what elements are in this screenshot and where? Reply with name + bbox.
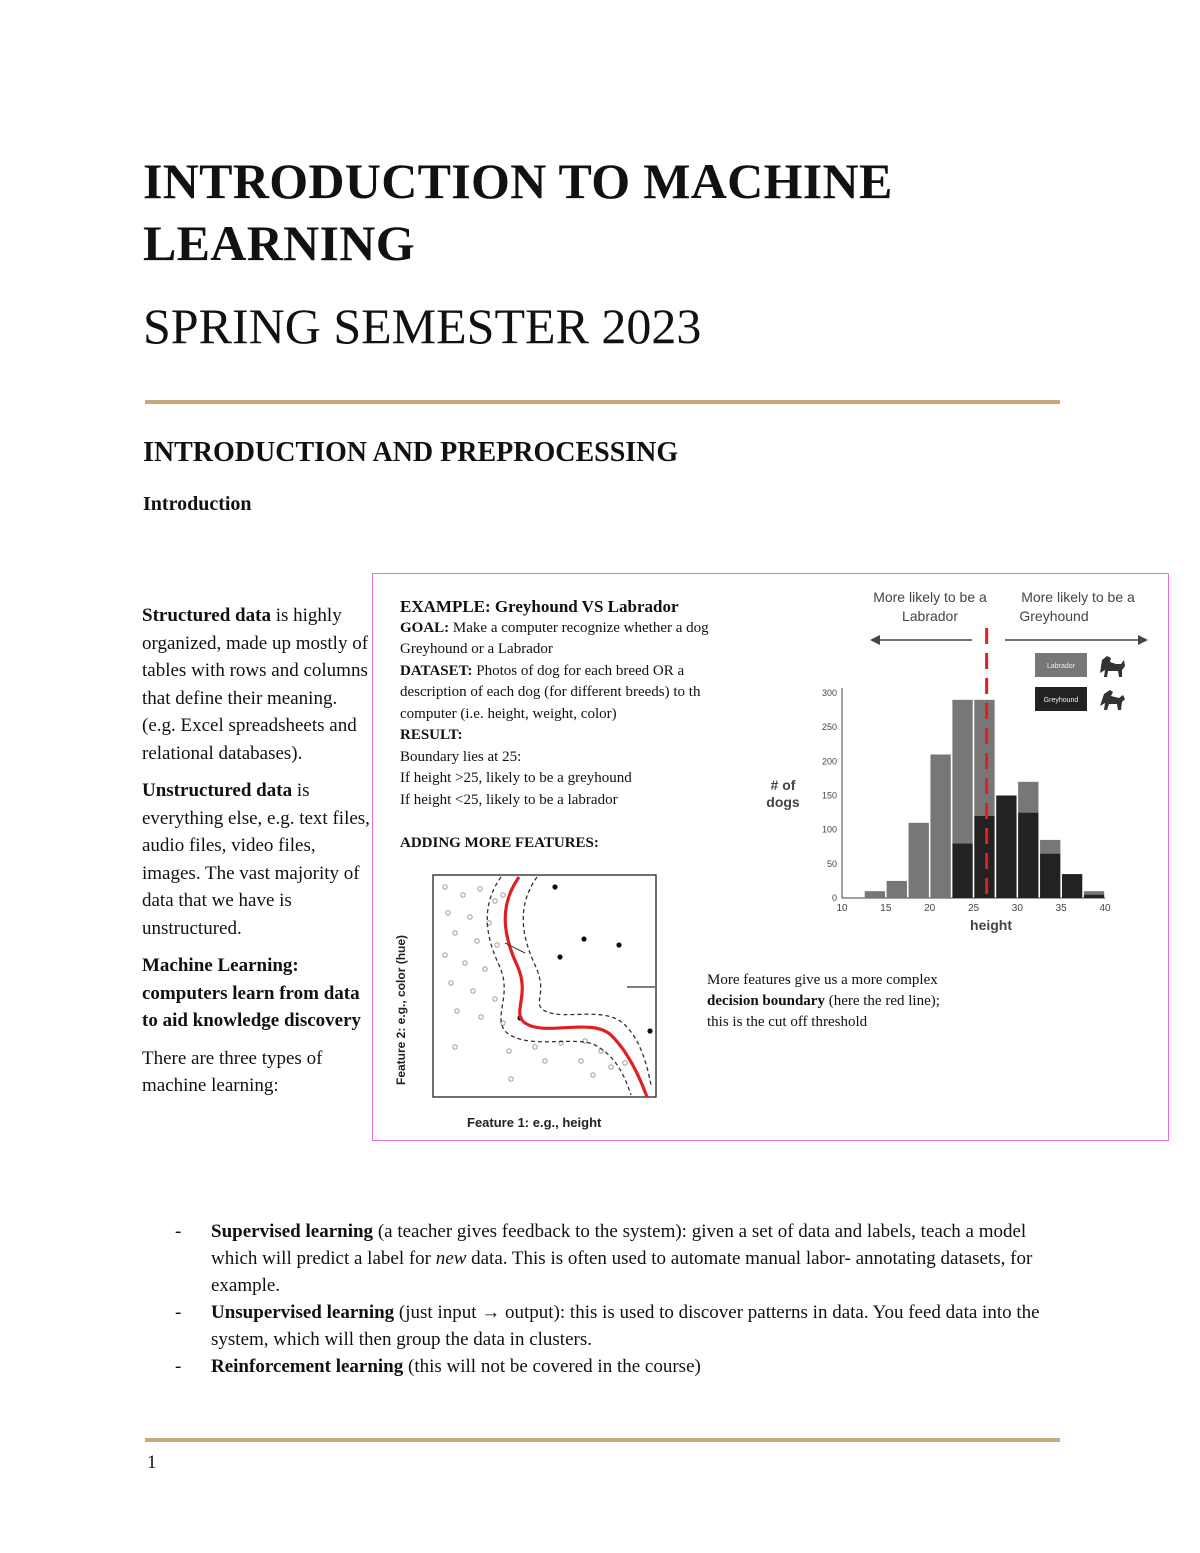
histogram-bar-labrador bbox=[1084, 891, 1104, 894]
dataset-line-3: computer (i.e. height, weight, color) bbox=[400, 705, 617, 722]
y-tick-label: 0 bbox=[831, 893, 837, 903]
section-heading: INTRODUCTION AND PREPROCESSING bbox=[143, 437, 679, 468]
document-title: INTRODUCTION TO MACHINE LEARNING bbox=[143, 153, 893, 271]
unstructured-term: Unstructured data bbox=[142, 780, 293, 801]
legend-label-labrador: Labrador bbox=[1046, 663, 1076, 670]
dataset-label: DATASET: bbox=[400, 662, 473, 679]
result-line-1: Boundary lies at 25: bbox=[400, 748, 522, 765]
histogram-bar-greyhound bbox=[1018, 813, 1038, 898]
histogram-bar-greyhound bbox=[1084, 895, 1104, 898]
bullet-text: (just input → output): this is used to discover patterns in data. You feed data into the system, which will then group the data in clusters. bbox=[211, 1302, 1040, 1350]
result-label: RESULT: bbox=[400, 727, 463, 743]
types-intro: There are three types of machine learning: bbox=[142, 1047, 323, 1096]
bullet-dash: - bbox=[175, 1356, 182, 1377]
bottom-divider bbox=[145, 1438, 1060, 1442]
greyhound-dog-icon bbox=[1100, 690, 1125, 710]
bullet-text: (this will not be covered in the course) bbox=[403, 1356, 701, 1377]
scatter-ylabel: Feature 2: e.g., color (hue) bbox=[394, 934, 408, 1085]
histogram-bar-labrador bbox=[909, 823, 929, 898]
x-tick-label: 10 bbox=[836, 903, 848, 914]
histogram-chart bbox=[760, 578, 1165, 940]
example-text bbox=[400, 596, 750, 811]
bullet-emphasis: new bbox=[435, 1248, 467, 1269]
histogram-bar-labrador bbox=[930, 755, 950, 899]
annotation-right-arrowhead bbox=[1138, 635, 1148, 645]
page-number: 1 bbox=[147, 1452, 157, 1473]
x-tick-label: 15 bbox=[880, 903, 892, 914]
annotation-right-line-1: More likely to be a bbox=[1021, 589, 1135, 605]
margin-line-right bbox=[523, 877, 651, 1085]
histogram-bar-greyhound bbox=[974, 816, 994, 898]
example-title: EXAMPLE: Greyhound VS Labrador bbox=[400, 597, 679, 616]
y-tick-label: 50 bbox=[826, 858, 837, 869]
unstructured-paragraph bbox=[142, 777, 374, 942]
x-tick-label: 35 bbox=[1055, 903, 1067, 914]
dataset-line bbox=[400, 661, 750, 683]
histogram-bar-greyhound bbox=[1040, 854, 1060, 898]
x-axis-label: height bbox=[970, 917, 1013, 933]
histogram-bar-labrador bbox=[1018, 782, 1038, 813]
histogram-bar-greyhound bbox=[952, 843, 972, 898]
y-tick-label: 200 bbox=[821, 756, 837, 767]
y-tick-label: 100 bbox=[821, 824, 837, 835]
top-divider bbox=[145, 400, 1060, 404]
histogram-bar-greyhound bbox=[1062, 874, 1082, 898]
margin-marker bbox=[505, 943, 525, 953]
y-tick-label: 300 bbox=[821, 688, 837, 698]
figure-caption bbox=[707, 970, 1007, 1033]
histogram-bar-labrador bbox=[974, 700, 994, 816]
x-tick-label: 20 bbox=[924, 903, 936, 914]
histogram-bar-greyhound bbox=[996, 796, 1016, 899]
annotation-right-line-2: Greyhound bbox=[1019, 608, 1089, 624]
labrador-dog-icon bbox=[1100, 656, 1125, 677]
ml-definition bbox=[142, 952, 374, 1035]
structured-paragraph bbox=[142, 602, 374, 767]
histogram-bar-labrador bbox=[952, 700, 972, 844]
caption-bold: decision boundary bbox=[707, 993, 825, 1009]
x-tick-label: 30 bbox=[1011, 903, 1023, 914]
goal-line bbox=[400, 618, 750, 640]
goal-text: Make a computer recognize whether a dog bbox=[449, 619, 709, 636]
decision-boundary-figure bbox=[385, 865, 675, 1135]
list-item bbox=[175, 1218, 1055, 1299]
y-axis-label-line-1: # of bbox=[770, 777, 796, 793]
structured-text: is highly organized, made up mostly of tables with rows and columns that define their meaning. (e.g. Excel spreadsheets and relational databases). bbox=[142, 605, 369, 764]
list-item bbox=[175, 1299, 1055, 1353]
ml-types-list bbox=[175, 1218, 1055, 1380]
adding-features-heading: ADDING MORE FEATURES: bbox=[400, 835, 599, 851]
result-line-2: If height >25, likely to be a greyhound bbox=[400, 770, 632, 786]
x-tick-label: 40 bbox=[1099, 903, 1111, 914]
open-points bbox=[443, 885, 627, 1081]
annotation-left-line-2: Labrador bbox=[901, 608, 959, 624]
histogram-bar-labrador bbox=[1040, 840, 1060, 854]
ml-definition-text: Machine Learning: computers learn from data to aid knowledge discovery bbox=[142, 955, 362, 1031]
dataset-line-2: description of each dog (for different breeds) to th bbox=[400, 684, 701, 700]
list-item bbox=[175, 1353, 1055, 1380]
bullet-text-post: data. This is often used to automate manual labor- annotating datasets, for example. bbox=[211, 1248, 1033, 1296]
caption-line-3: this is the cut off threshold bbox=[707, 1014, 868, 1030]
dataset-text: Photos of dog for each breed OR a bbox=[472, 662, 685, 679]
bullet-dash: - bbox=[175, 1302, 182, 1323]
legend-label-greyhound: Greyhound bbox=[1043, 697, 1079, 704]
filled-points bbox=[517, 884, 652, 1033]
scatter-xlabel: Feature 1: e.g., height bbox=[467, 1115, 602, 1130]
annotation-left-arrowhead bbox=[870, 635, 880, 645]
left-column bbox=[142, 602, 374, 1110]
y-tick-label: 150 bbox=[821, 790, 837, 801]
margin-line-left bbox=[487, 877, 631, 1095]
caption-line-1: More features give us a more complex bbox=[707, 972, 938, 988]
caption-line-2 bbox=[707, 991, 1007, 1012]
y-tick-label: 250 bbox=[821, 722, 837, 733]
goal-line-2: Greyhound or a Labrador bbox=[400, 641, 553, 657]
document-subtitle: SPRING SEMESTER 2023 bbox=[143, 298, 702, 354]
structured-term: Structured data bbox=[142, 605, 271, 626]
caption-line-2-rest: (here the red line); bbox=[824, 993, 940, 1009]
result-line-3: If height <25, likely to be a labrador bbox=[400, 791, 618, 808]
bullet-dash: - bbox=[175, 1221, 182, 1242]
unstructured-text: is everything else, e.g. text files, audio files, video files, images. The vast majority of data that we have is unstructured. bbox=[142, 780, 370, 939]
bullet-text: (a teacher gives feedback to the system): given a set of data and labels, teach a model which will predict a label for bbox=[211, 1221, 1027, 1269]
section-subheading: Introduction bbox=[143, 493, 252, 515]
y-axis-label-line-2: dogs bbox=[766, 794, 800, 810]
bullet-term: Supervised learning bbox=[211, 1221, 374, 1242]
x-tick-label: 25 bbox=[967, 903, 980, 914]
annotation-left-line-1: More likely to be a bbox=[873, 589, 987, 605]
bullet-term: Unsupervised learning bbox=[211, 1302, 395, 1323]
histogram-bar-labrador bbox=[887, 881, 907, 898]
goal-label: GOAL: bbox=[400, 619, 450, 636]
decision-boundary-line bbox=[505, 877, 647, 1097]
bullet-term: Reinforcement learning bbox=[211, 1356, 404, 1377]
histogram-bar-labrador bbox=[865, 891, 885, 898]
